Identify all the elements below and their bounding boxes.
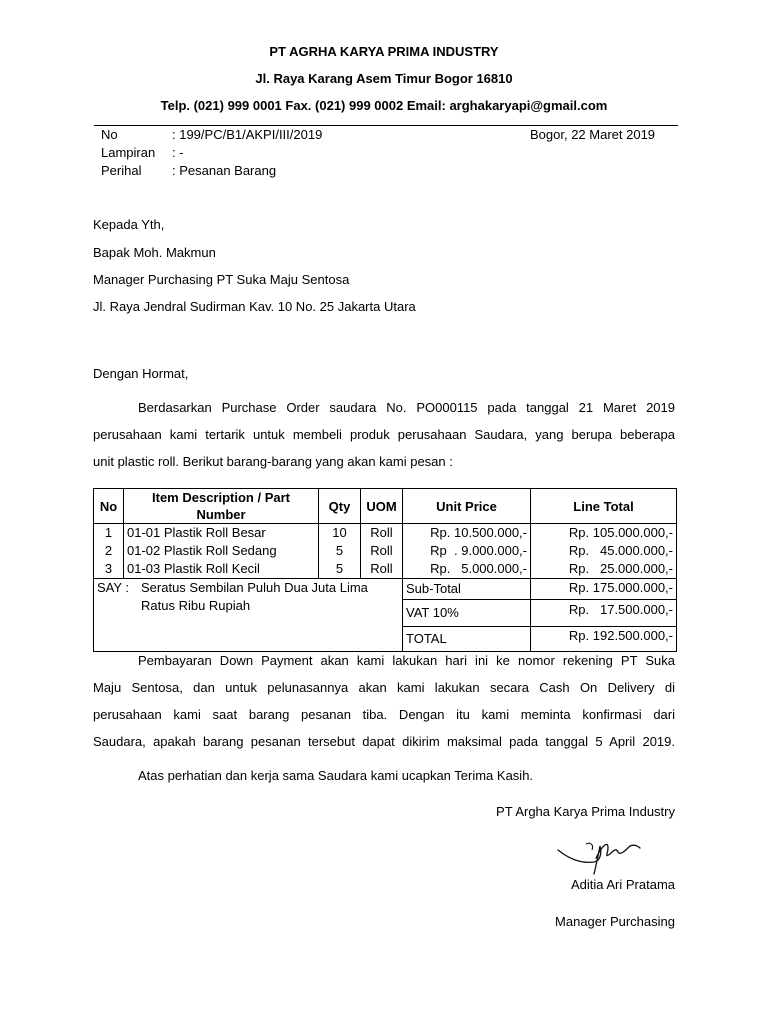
item-description: 01-03 Plastik Roll Kecil: [124, 560, 319, 579]
signature-image: [556, 836, 642, 876]
recipient-salutation: Kepada Yth,: [93, 217, 165, 232]
header-no: No: [94, 489, 124, 524]
closing-company: PT Argha Karya Prima Industry: [496, 804, 675, 819]
total-label: TOTAL: [403, 627, 531, 652]
perihal-value: : Pesanan Barang: [172, 163, 277, 178]
header-uom: UOM: [361, 489, 403, 524]
item-qty: 5: [319, 560, 361, 579]
perihal-label: Perihal: [101, 163, 142, 178]
item-qty: 5: [319, 542, 361, 560]
item-no: 1: [94, 524, 124, 543]
subtotal-label: Sub-Total: [403, 579, 531, 600]
table-header-row: [94, 489, 677, 524]
company-address: Jl. Raya Karang Asem Timur Bogor 16810: [255, 71, 513, 86]
item-line-total: Rp. 105.000.000,-: [531, 524, 677, 543]
table-row: [94, 524, 677, 543]
header-unit-price: Unit Price: [403, 489, 531, 524]
item-unit-price: Rp . 9.000.000,-: [403, 542, 531, 560]
header-description: Item Description / Part Number: [124, 489, 319, 524]
vat-value: Rp. 17.500.000,-: [531, 600, 677, 627]
paragraph-2-line-2: Maju Sentosa, dan untuk pelunasannya akan kami lakukan secara Cash On Delivery di: [93, 680, 675, 695]
paragraph-2-line-4: Saudara, apakah barang pesanan tersebut dapat dikirim maksimal pada tanggal 5 April 2019.: [93, 734, 675, 749]
say-amount-line-2: Ratus Ribu Rupiah: [141, 598, 251, 613]
company-name: PT AGRHA KARYA PRIMA INDUSTRY: [269, 44, 499, 59]
paragraph-1-line-2: perusahaan kami tertarik untuk membeli produk perusahaan Saudara, yang berupa beberapa: [93, 427, 675, 442]
recipient-title: Manager Purchasing PT Suka Maju Sentosa: [93, 272, 350, 287]
greeting: Dengan Hormat,: [93, 366, 189, 381]
item-unit-price: Rp. 5.000.000,-: [403, 560, 531, 579]
say-label: SAY :: [97, 580, 130, 595]
paragraph-2-line-3: perusahaan kami saat barang pesanan tiba. Dengan itu kami meminta konfirmasi dari: [93, 707, 675, 722]
recipient-address: Jl. Raya Jendral Sudirman Kav. 10 No. 25 Jakarta Utara: [93, 299, 416, 314]
recipient-name: Bapak Moh. Makmun: [93, 245, 216, 260]
paragraph-1-line-3: unit plastic roll. Berikut barang-barang yang akan kami pesan :: [93, 454, 453, 469]
paragraph-1-line-1: Berdasarkan Purchase Order saudara No. PO000115 pada tanggal 21 Maret 2019: [138, 400, 675, 415]
paragraph-2-line-1: Pembayaran Down Payment akan kami lakukan hari ini ke nomor rekening PT Suka: [138, 653, 675, 668]
lampiran-value: : -: [172, 145, 184, 160]
table-row: [94, 560, 677, 579]
table-row: [94, 542, 677, 560]
item-no: 2: [94, 542, 124, 560]
subtotal-row: [94, 579, 677, 600]
header-qty: Qty: [319, 489, 361, 524]
item-description: 01-01 Plastik Roll Besar: [124, 524, 319, 543]
lampiran-label: Lampiran: [101, 145, 156, 160]
total-value: Rp. 192.500.000,-: [531, 627, 677, 652]
item-uom: Roll: [361, 560, 403, 579]
item-description: 01-02 Plastik Roll Sedang: [124, 542, 319, 560]
say-cell: [94, 579, 403, 652]
item-qty: 10: [319, 524, 361, 543]
header-divider: [94, 125, 678, 126]
subtotal-value: Rp. 175.000.000,-: [531, 579, 677, 600]
signatory-name: Aditia Ari Pratama: [570, 877, 675, 892]
company-contact: Telp. (021) 999 0001 Fax. (021) 999 0002 Email: arghakaryapi@gmail.com: [160, 98, 608, 113]
item-unit-price: Rp. 10.500.000,-: [403, 524, 531, 543]
item-line-total: Rp. 45.000.000,-: [531, 542, 677, 560]
no-value: : 199/PC/B1/AKPI/III/2019: [172, 127, 323, 142]
order-table: [93, 488, 677, 652]
item-uom: Roll: [361, 542, 403, 560]
signatory-title: Manager Purchasing: [555, 914, 675, 929]
vat-label: VAT 10%: [403, 600, 531, 627]
item-line-total: Rp. 25.000.000,-: [531, 560, 677, 579]
place-date: Bogor, 22 Maret 2019: [530, 127, 656, 142]
say-amount-line-1: Seratus Sembilan Puluh Dua Juta Lima: [141, 580, 368, 595]
header-line-total: Line Total: [531, 489, 677, 524]
thanks-paragraph: Atas perhatian dan kerja sama Saudara kami ucapkan Terima Kasih.: [138, 768, 534, 783]
item-no: 3: [94, 560, 124, 579]
no-label: No: [101, 127, 118, 142]
item-uom: Roll: [361, 524, 403, 543]
